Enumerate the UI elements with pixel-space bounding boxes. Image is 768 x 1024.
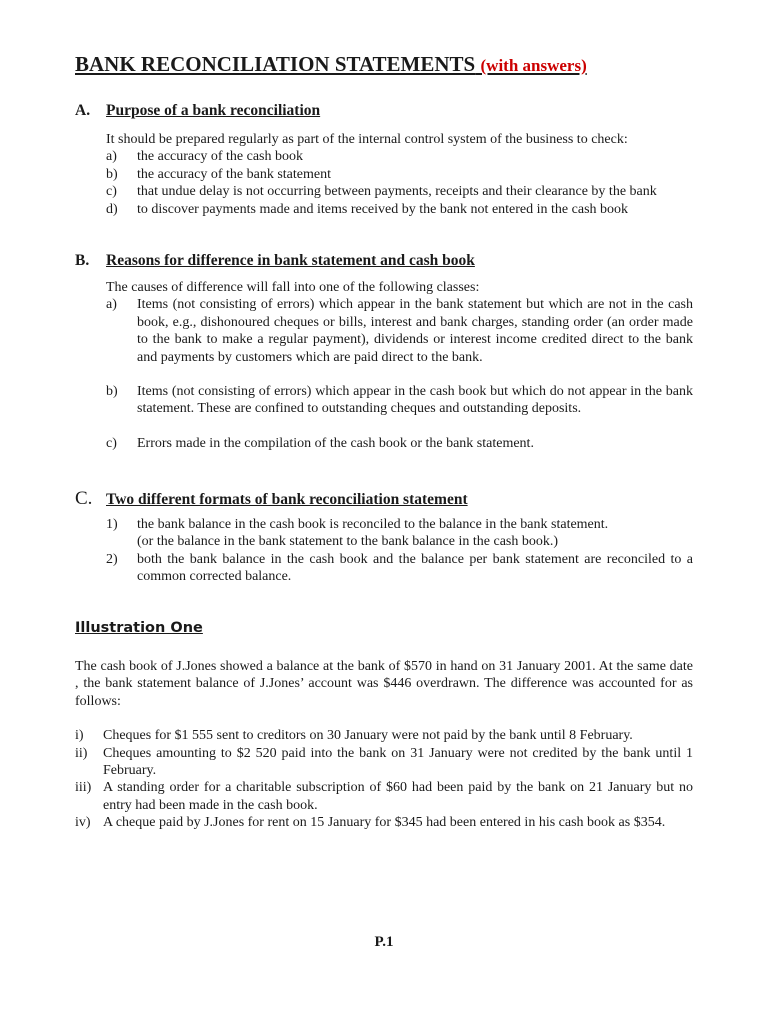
list-item: b) the accuracy of the bank statement	[106, 166, 331, 182]
section-c-body	[106, 516, 693, 586]
section-b-letter: B.	[75, 252, 90, 269]
illustration-body	[75, 658, 693, 832]
list-item: 2) both the bank balance in the cash book and the balance per bank statement are reconciled to a common corrected balance.	[106, 551, 693, 585]
list-item: i) Cheques for $1 555 sent to creditors on 30 January were not paid by the bank until 8 February.	[75, 728, 633, 744]
list-item: d) to discover payments made and items received by the bank not entered in the cash book	[106, 201, 629, 217]
section-a-letter: A.	[75, 102, 91, 119]
title-main: BANK RECONCILIATION STATEMENTS	[75, 52, 476, 76]
section-b-intro: The causes of difference will fall into one of the following classes:	[106, 280, 480, 295]
section-a-title: Purpose of a bank reconciliation	[106, 102, 321, 119]
list-item: iv) A cheque paid by J.Jones for rent on 15 January for $345 had been entered in his cash book as $354.	[75, 815, 666, 831]
list-item: a) Items (not consisting of errors) which appear in the bank statement but which are not in the cash book, e.g., dishonoured cheques or bills, interest and bank charges, standing order (an order made to the bank to make a regular payment), dividends or interest income credited direct to the bank and payments by customers which are paid direct to the bank.	[106, 297, 693, 365]
illustration-paragraph: The cash book of J.Jones showed a balance at the bank of $570 in hand on 31 January 2001. At the same date , the bank statement balance of J.Jones’ account was $446 overdrawn. The difference was accounted for as follows:	[75, 659, 693, 709]
list-item: (or the balance in the bank statement to the bank balance in the cash book.)	[137, 534, 559, 550]
page-title	[75, 52, 587, 77]
list-item: c) that undue delay is not occurring between payments, receipts and their clearance by the bank	[106, 184, 657, 200]
section-c-heading	[75, 488, 468, 510]
section-a-heading	[75, 102, 320, 120]
illustration-heading: Illustration One	[75, 620, 203, 636]
section-b-title: Reasons for difference in bank statement and cash book	[106, 252, 475, 269]
section-a-body	[106, 131, 696, 218]
section-b-body	[106, 279, 693, 452]
section-b-heading	[75, 252, 475, 270]
list-item: iii) A standing order for a charitable subscription of $60 had been paid by the bank on 21 January but no entry had been made in the cash book.	[75, 780, 693, 813]
section-c-letter: C.	[75, 488, 93, 509]
section-c-title: Two different formats of bank reconciliation statement	[106, 491, 468, 508]
illustration-list	[75, 727, 693, 831]
section-a-intro: It should be prepared regularly as part of the internal control system of the business to check:	[106, 132, 628, 147]
title-subtitle: (with answers)	[480, 56, 587, 75]
list-item: b) Items (not consisting of errors) which appear in the cash book but which do not appear in the bank statement. These are confined to outstanding cheques and outstanding deposits.	[106, 384, 693, 417]
page-number: P.1	[374, 934, 394, 950]
list-item: a) the accuracy of the cash book	[106, 149, 303, 165]
list-item: ii) Cheques amounting to $2 520 paid into the bank on 31 January were not credited by the bank until 1 February.	[75, 745, 693, 779]
list-item: 1) the bank balance in the cash book is reconciled to the balance in the bank statement.	[106, 517, 609, 532]
list-item: c) Errors made in the compilation of the cash book or the bank statement.	[106, 435, 534, 451]
